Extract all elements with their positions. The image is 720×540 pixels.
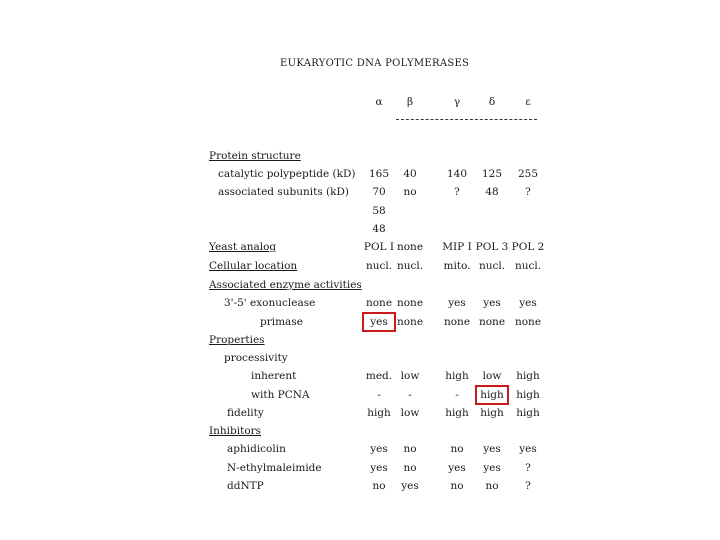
table-cell: ? (454, 186, 460, 198)
header-dashed-rule (396, 119, 537, 120)
table-cell: yes (370, 443, 388, 455)
title: EUKARYOTIC DNA POLYMERASES (280, 58, 470, 69)
column-header: δ (488, 96, 496, 108)
table-cell: high (367, 407, 391, 419)
table-cell: none (514, 316, 542, 328)
table-cell: 70 (372, 186, 386, 198)
table-cell: ? (525, 462, 531, 474)
column-header: γ (453, 96, 461, 108)
table-cell: 125 (481, 168, 503, 180)
row-label: with PCNA (251, 389, 310, 401)
table-cell: 40 (403, 168, 417, 180)
row-label: associated subunits (kD) (218, 186, 350, 198)
table-cell: none (396, 241, 424, 253)
table-cell: mito. (443, 260, 471, 272)
section-heading: Protein structure (209, 150, 301, 162)
table-cell: high (480, 407, 504, 419)
table-cell: yes (448, 297, 466, 309)
table-cell: no (450, 480, 464, 492)
table-cell: med. (365, 370, 393, 382)
row-label: primase (260, 316, 303, 328)
section-heading: Inhibitors (209, 425, 262, 437)
table-cell: - (377, 389, 381, 401)
row-label: fidelity (227, 407, 264, 419)
table-cell: yes (483, 462, 501, 474)
table-cell: low (400, 370, 420, 382)
table-cell: no (403, 462, 417, 474)
table-cell: 58 (372, 205, 386, 217)
table-cell: yes (519, 443, 537, 455)
section-heading: Cellular location (209, 260, 298, 272)
section-heading: Associated enzyme activities (209, 279, 362, 291)
table-cell: 140 (446, 168, 468, 180)
column-header: β (406, 96, 414, 108)
highlight-box (362, 312, 396, 332)
table-cell: high (445, 407, 469, 419)
table-cell: nucl. (365, 260, 393, 272)
table-cell: nucl. (478, 260, 506, 272)
table-cell: yes (483, 443, 501, 455)
table-cell: no (485, 480, 499, 492)
row-label: ddNTP (227, 480, 264, 492)
table-cell: no (450, 443, 464, 455)
row-label: catalytic polypeptide (kD) (218, 168, 356, 180)
table-cell: no (372, 480, 386, 492)
table-cell: 255 (517, 168, 539, 180)
table-cell: - (408, 389, 412, 401)
table-cell: POL 2 (511, 241, 545, 253)
table-cell: yes (483, 297, 501, 309)
table-cell: yes (401, 480, 419, 492)
table-cell: ? (525, 186, 531, 198)
table-cell: high (445, 370, 469, 382)
table-cell: high (480, 389, 504, 401)
table-cell: none (365, 297, 393, 309)
section-heading: Yeast analog (209, 241, 277, 253)
row-label: processivity (224, 352, 288, 364)
table-cell: ? (525, 480, 531, 492)
table-cell: yes (370, 316, 388, 328)
highlight-box (475, 385, 509, 405)
row-label: N-ethylmaleimide (227, 462, 322, 474)
section-heading: Properties (209, 334, 265, 346)
table-cell: yes (448, 462, 466, 474)
table-cell: none (396, 316, 424, 328)
table-cell: high (516, 389, 540, 401)
row-label: inherent (251, 370, 297, 382)
table-cell: no (403, 443, 417, 455)
table-cell: none (396, 297, 424, 309)
table-cell: POL I (363, 241, 395, 253)
row-label: aphidicolin (227, 443, 286, 455)
table-cell: POL 3 (475, 241, 509, 253)
table-cell: 48 (372, 223, 386, 235)
table-cell: 165 (368, 168, 390, 180)
column-header: ε (525, 96, 531, 108)
row-label: 3'-5' exonuclease (224, 297, 316, 309)
table-cell: low (482, 370, 502, 382)
table-cell: none (443, 316, 471, 328)
table-cell: none (478, 316, 506, 328)
table-cell: yes (519, 297, 537, 309)
table-cell: 48 (485, 186, 499, 198)
table-cell: high (516, 407, 540, 419)
column-header: α (375, 96, 383, 108)
table-cell: no (403, 186, 417, 198)
table-cell: MIP I (442, 241, 472, 253)
table-cell: high (516, 370, 540, 382)
table-cell: nucl. (514, 260, 542, 272)
table-cell: yes (370, 462, 388, 474)
table-cell: - (455, 389, 459, 401)
table-cell: nucl. (396, 260, 424, 272)
table-cell: low (400, 407, 420, 419)
